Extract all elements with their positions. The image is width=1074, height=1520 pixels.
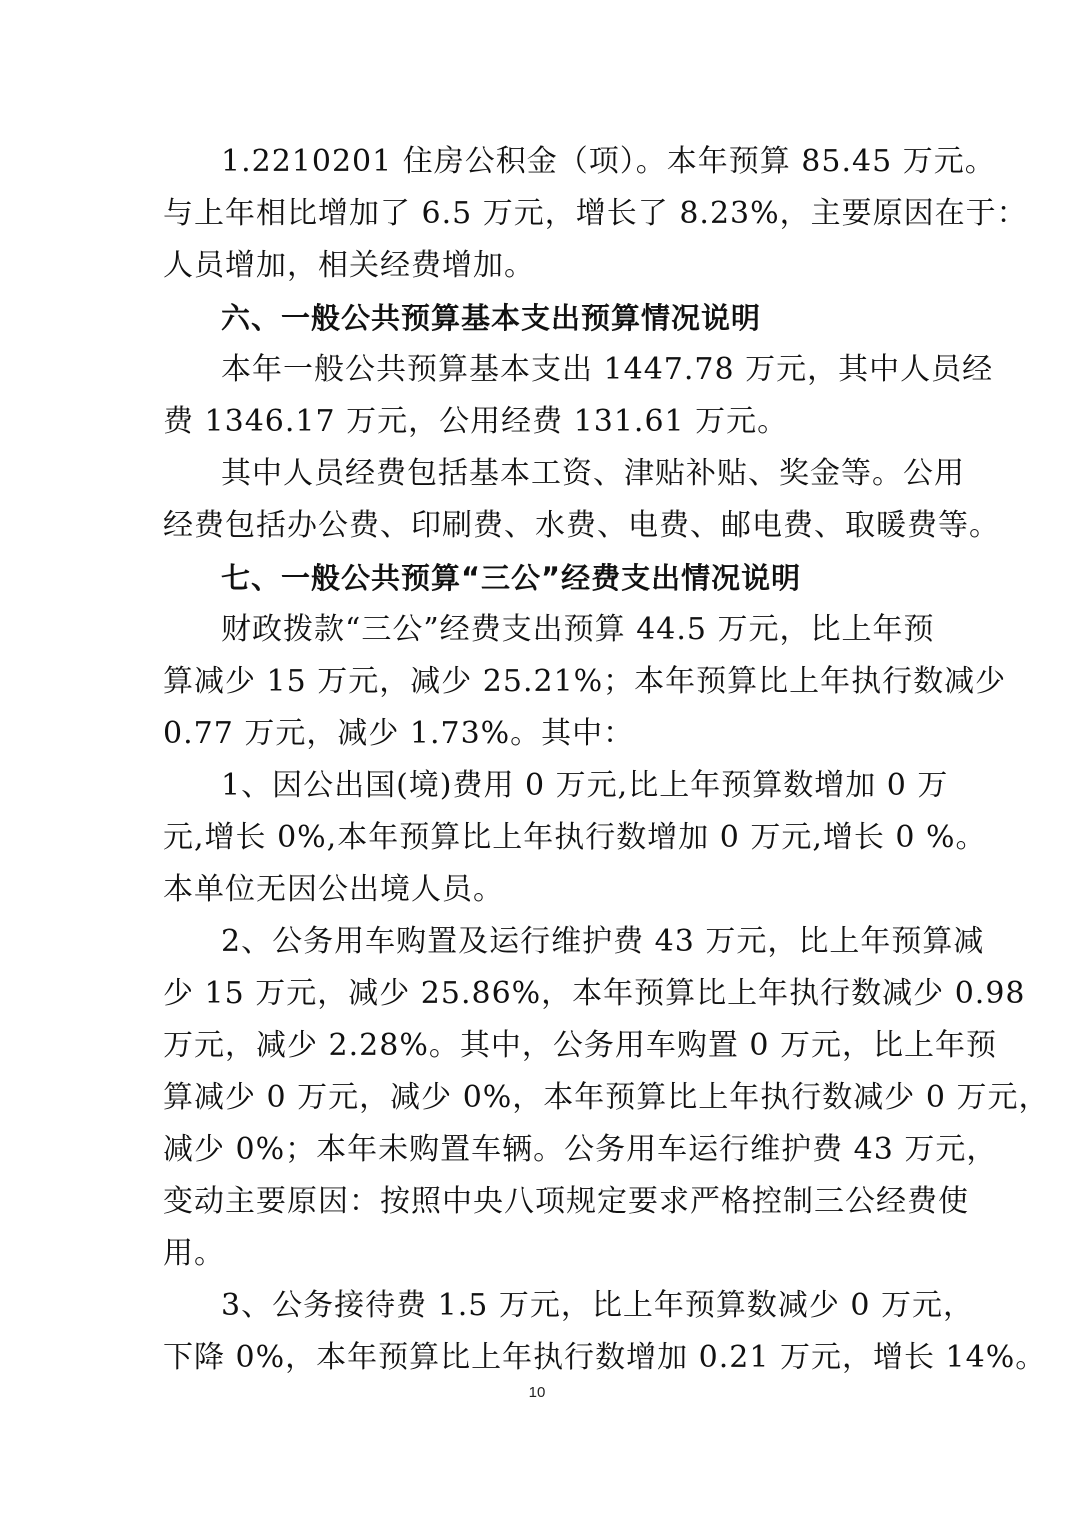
heading-line: 六、一般公共预算基本支出预算情况说明 — [221, 301, 762, 335]
paragraph-expense-composition — [163, 448, 1000, 552]
text-line: 2、公务用车购置及运行维护费 43 万元，比上年预算减 — [221, 924, 985, 959]
paragraph-housing-fund — [163, 136, 1028, 292]
text-line: 财政拨款“三公”经费支出预算 44.5 万元，比上年预 — [221, 612, 935, 647]
text-line: 经费包括办公费、印刷费、水费、电费、邮电费、取暖费等。 — [163, 508, 1000, 543]
paragraph-official-reception — [163, 1280, 1047, 1384]
paragraph-basic-expenditure — [163, 344, 994, 448]
text-line: 算减少 15 万元，减少 25.21%；本年预算比上年执行数减少 — [163, 664, 1007, 699]
text-line: 下降 0%，本年预算比上年执行数增加 0.21 万元，增长 14%。 — [163, 1340, 1047, 1375]
text-line: 1.2210201 住房公积金（项）。本年预算 85.45 万元。 — [221, 144, 996, 179]
text-line: 减少 0%；本年未购置车辆。公务用车运行维护费 43 万元， — [163, 1132, 998, 1167]
paragraph-three-public-overview — [163, 604, 1007, 760]
paragraph-overseas-travel — [163, 760, 987, 916]
text-line: 用。 — [163, 1236, 225, 1271]
text-line: 算减少 0 万元，减少 0%，本年预算比上年执行数减少 0 万元， — [163, 1080, 1050, 1115]
text-line: 3、公务接待费 1.5 万元，比上年预算数减少 0 万元， — [221, 1288, 975, 1323]
paragraph-official-vehicles — [163, 916, 1050, 1280]
heading-line: 七、一般公共预算“三公”经费支出情况说明 — [221, 561, 802, 595]
page-content — [163, 136, 1050, 1384]
page-number: 10 — [528, 1384, 546, 1401]
text-line: 少 15 万元，减少 25.86%，本年预算比上年执行数减少 0.98 — [163, 976, 1026, 1011]
text-line: 变动主要原因：按照中央八项规定要求严格控制三公经费使 — [163, 1184, 969, 1219]
text-line: 元,增长 0%,本年预算比上年执行数增加 0 万元,增长 0 %。 — [163, 820, 987, 855]
text-line: 本单位无因公出境人员。 — [163, 872, 504, 907]
section-heading-7 — [163, 552, 913, 604]
text-line: 与上年相比增加了 6.5 万元，增长了 8.23%，主要原因在于： — [163, 196, 1028, 231]
text-line: 其中人员经费包括基本工资、津贴补贴、奖金等。公用 — [221, 456, 965, 491]
text-line: 费 1346.17 万元，公用经费 131.61 万元。 — [163, 404, 789, 439]
section-heading-6 — [163, 292, 913, 344]
text-line: 0.77 万元，减少 1.73%。其中： — [163, 716, 635, 751]
text-line: 万元，减少 2.28%。其中，公务用车购置 0 万元，比上年预 — [163, 1028, 997, 1063]
text-line: 人员增加，相关经费增加。 — [163, 248, 535, 283]
text-line: 1、因公出国(境)费用 0 万元,比上年预算数增加 0 万 — [221, 768, 949, 803]
text-line: 本年一般公共预算基本支出 1447.78 万元，其中人员经 — [221, 352, 994, 387]
